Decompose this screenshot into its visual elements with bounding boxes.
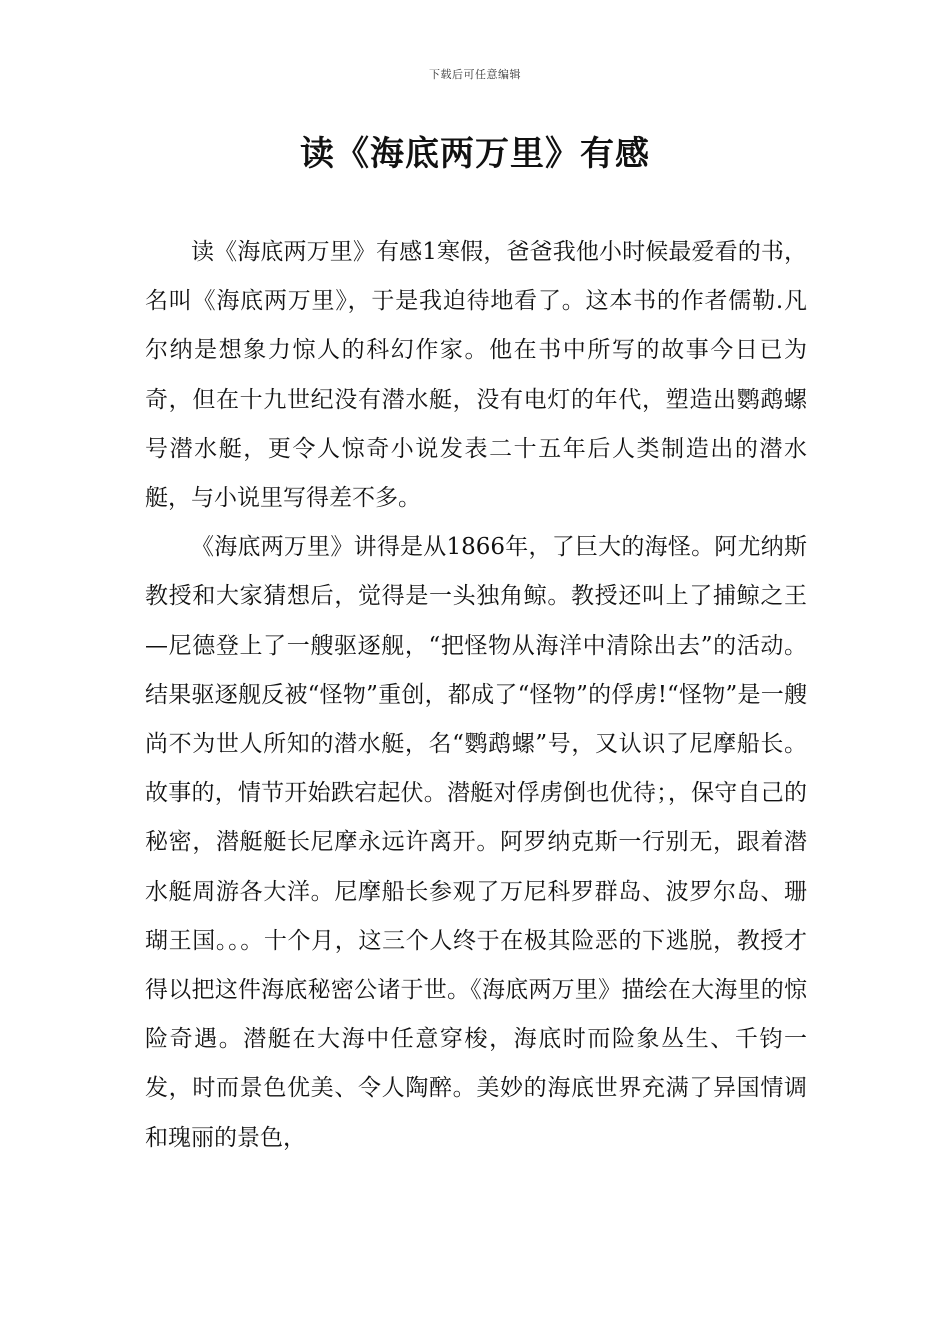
paragraph: 《海底两万里》讲得是从1866年，了巨大的海怪。阿尤纳斯教授和大家猜想后，觉得是一头独角鲸。教授还叫上了捕鲸之王—尼德登上了一艘驱逐舰，“把怪物从海洋中清除出去”的活动。结果驱逐舰反被“怪物”重创，都成了“怪物”的俘虏!“怪物”是一艘尚不为世人所知的潜水艇，名“鹦鹉螺”号，又认识了尼摩船长。故事的，情节开始跌宕起伏。潜艇对俘虏倒也优待；，保守自己的秘密，潜艇艇长尼摩永远许离开。阿罗纳克斯一行别无，跟着潜水艇周游各大洋。尼摩船长参观了万尼科罗群岛、波罗尔岛、珊瑚王国。。。十个月，这三个人终于在极其险恶的下逃脱，教授才得以把这件海底秘密公诸于世。《海底两万里》描绘在大海里的惊险奇遇。潜艇在大海中任意穿梭，海底时而险象丛生、千钧一发，时而景色优美、令人陶醉。美妙的海底世界充满了异国情调和瑰丽的景色， [145,534,807,1151]
header-note: 下载后可任意编辑 [429,68,521,81]
page-title: 读《海底两万里》有感 [300,134,650,174]
paragraph: 读《海底两万里》有感1寒假，爸爸我他小时候最爱看的书，名叫《海底两万里》，于是我迫待地看了。这本书的作者儒勒.凡尔纳是想象力惊人的科幻作家。他在书中所写的故事今日已为奇，但在十九世纪没有潜水艇，没有电灯的年代，塑造出鹦鹉螺号潜水艇，更令人惊奇小说发表二十五年后人类制造出的潜水艇，与小说里写得差不多。 [145,239,807,512]
document-body [145,228,807,1163]
